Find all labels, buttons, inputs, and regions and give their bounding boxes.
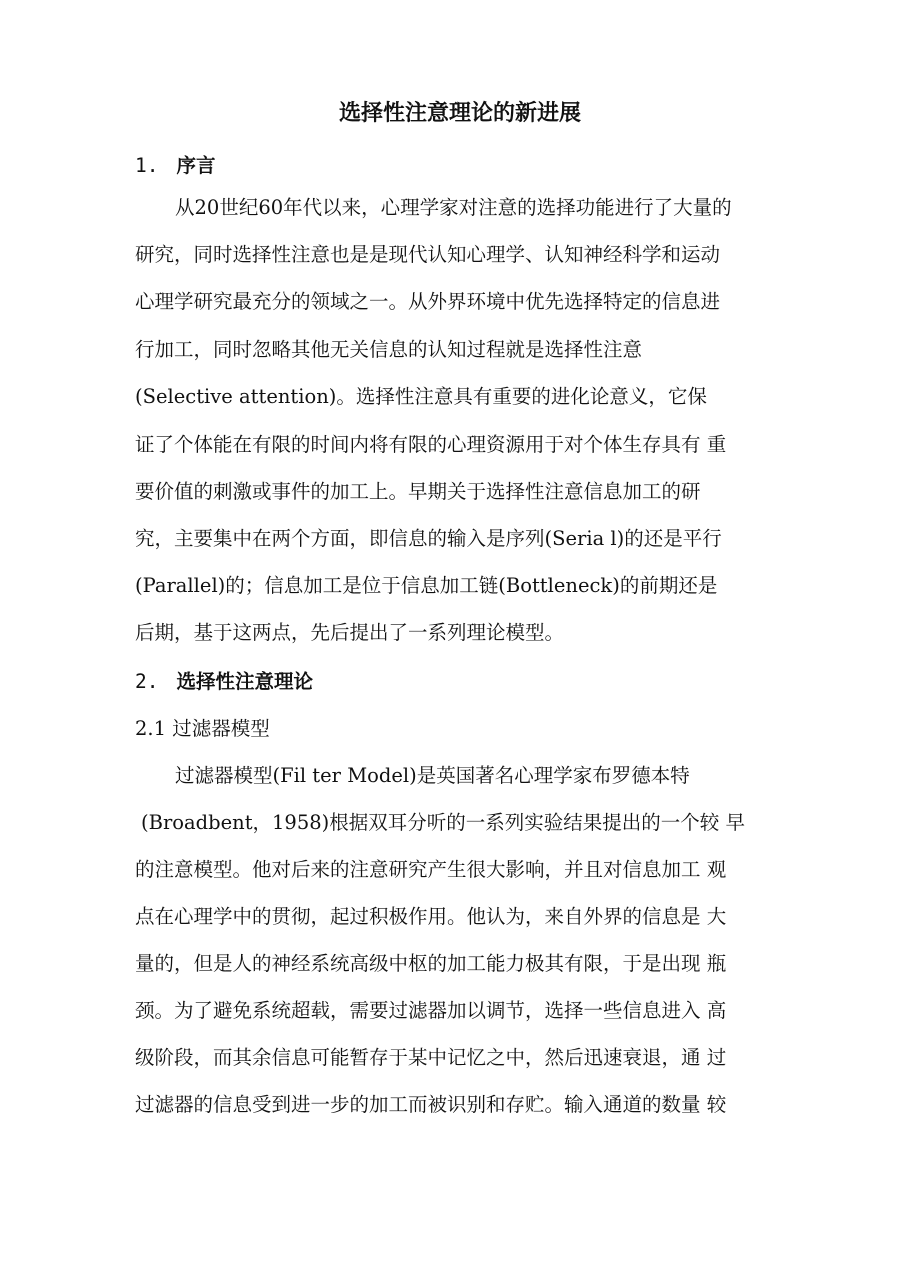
section-heading-1 — [135, 150, 795, 182]
paragraph-line: 颈。为了避免系统超载，需要过滤器加以调节，选择一些信息进入 高 — [135, 999, 727, 1022]
paragraph-line: 量的，但是人的神经系统高级中枢的加工能力极其有限，于是出现 瓶 — [135, 952, 727, 975]
paragraph-line: 从20世纪60年代以来，心理学家对注意的选择功能进行了大量的 — [175, 196, 732, 219]
paragraph-line: 行加工，同时忽略其他无关信息的认知过程就是选择性注意 — [135, 338, 643, 361]
paragraph-line: 研究，同时选择性注意也是是现代认知心理学、认知神经科学和运动 — [135, 243, 721, 266]
section-heading-text: 序言 — [176, 154, 216, 177]
section-heading-text: 选择性注意理论 — [176, 670, 313, 693]
subsection-heading: 2.1 过滤器模型 — [135, 717, 270, 740]
paragraph-line: 级阶段，而其余信息可能暂存于某中记忆之中，然后迅速衰退，通 过 — [135, 1046, 727, 1069]
paragraph-line: (Selective attention)。选择性注意具有重要的进化论意义，它保 — [135, 385, 707, 408]
paragraph-line: 过滤器的信息受到进一步的加工而被识别和存贮。输入通道的数量 较 — [135, 1093, 727, 1116]
paragraph-line: (Parallel)的；信息加工是位于信息加工链(Bottleneck)的前期还是 — [135, 574, 718, 597]
paragraph-line: 究，主要集中在两个方面，即信息的输入是序列(Seria l)的还是平行 — [135, 527, 722, 550]
section-number: 1. — [135, 154, 159, 177]
paragraph-line: 点在心理学中的贯彻，起过积极作用。他认为，来自外界的信息是 大 — [135, 905, 727, 928]
paragraph-line: 后期，基于这两点，先后提出了一系列理论模型。 — [135, 621, 565, 644]
paragraph-line: (Broadbent，1958)根据双耳分听的一系列实验结果提出的一个较 早 — [141, 811, 745, 834]
paragraph-line: 要价值的刺激或事件的加工上。早期关于选择性注意信息加工的研 — [135, 480, 701, 503]
document-title: 选择性注意理论的新进展 — [338, 100, 581, 126]
paragraph-line: 证了个体能在有限的时间内将有限的心理资源用于对个体生存具有 重 — [135, 433, 727, 456]
section-heading-2 — [135, 666, 795, 698]
paragraph-line: 过滤器模型(Fil ter Model)是英国著名心理学家布罗德本特 — [175, 764, 690, 787]
section-number: 2. — [135, 670, 159, 693]
paragraph-line: 心理学研究最充分的领域之一。从外界环境中优先选择特定的信息进 — [135, 290, 721, 313]
paragraph-line: 的注意模型。他对后来的注意研究产生很大影响，并且对信息加工 观 — [135, 858, 727, 881]
